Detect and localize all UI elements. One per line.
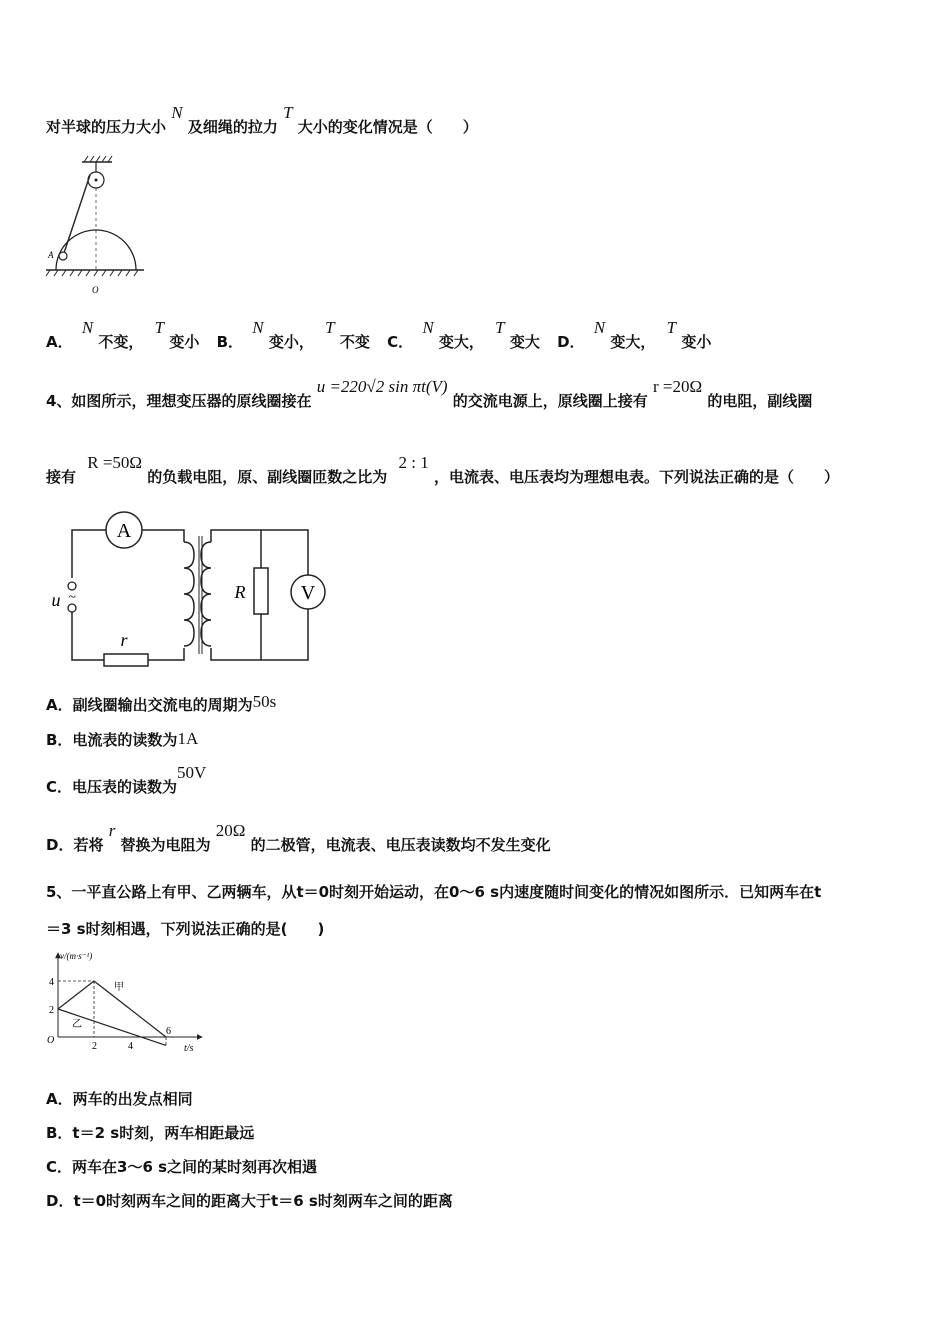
wire-top-right xyxy=(142,530,184,542)
q4-option-b xyxy=(46,729,198,750)
label-yi: 乙 xyxy=(72,1019,82,1030)
q4-option-c xyxy=(46,763,207,797)
q4-stem-text-d: 接有 xyxy=(46,468,77,486)
q3-stem-text-c: 大小的变化情况是（ ） xyxy=(297,118,478,136)
pulley-axle xyxy=(95,179,98,182)
y-tick-2: 2 xyxy=(49,1005,54,1016)
x-tick-4: 4 xyxy=(128,1041,133,1052)
symbol-T: T xyxy=(495,318,505,337)
resistor-R-label: R xyxy=(234,582,246,602)
ammeter-label: A xyxy=(116,520,132,542)
option-d-part1: 变大， xyxy=(610,333,656,351)
q4-option-b-text: B．电流表的读数为 xyxy=(46,731,178,749)
symbol-N: N xyxy=(252,318,264,337)
q5-stem-line2: ＝3 s时刻相遇，下列说法正确的是( ) xyxy=(46,920,325,938)
q4-option-c-value: 50V xyxy=(177,763,207,782)
ac-symbol: ~ xyxy=(68,590,76,605)
q4-stem-text-c: 的电阻，副线圈 xyxy=(707,392,813,410)
option-b-part1: 变小， xyxy=(268,333,314,351)
formula-source-voltage: u =220√2 sin πt(V) xyxy=(316,377,448,396)
q4-stem-line2 xyxy=(46,453,840,487)
q4-stem-line1 xyxy=(46,377,813,411)
q4-option-d xyxy=(46,821,551,855)
option-a-label: A． xyxy=(46,333,73,351)
q5-stem-line1: 5、一平直公路上有甲、乙两辆车，从t＝0时刻开始运动，在0～6 s内速度随时间变化的情况如图所示．已知两车在t xyxy=(46,883,822,901)
origin-label: O xyxy=(47,1035,55,1046)
wire-secondary-bottom xyxy=(211,609,308,660)
option-c-label: C． xyxy=(387,333,414,351)
q5-option-d: D．t＝0时刻两车之间的距离大于t＝6 s时刻两车之间的距离 xyxy=(46,1192,453,1210)
label-jia: 甲 xyxy=(114,982,124,993)
x-tick-2: 2 xyxy=(92,1041,97,1052)
option-a-part2: 变小 xyxy=(169,333,200,351)
option-c-part2: 变大 xyxy=(509,333,540,351)
wire-left-top xyxy=(72,530,106,578)
symbol-T: T xyxy=(666,318,677,337)
option-a-part1: 不变， xyxy=(98,333,144,351)
label-A: A xyxy=(48,250,54,260)
symbol-N: N xyxy=(593,318,606,337)
option-b-part2: 不变 xyxy=(339,333,370,351)
symbol-N: N xyxy=(422,318,434,337)
small-ball-A xyxy=(59,252,67,260)
q3-stem-text-a: 对半球的压力大小 xyxy=(46,118,167,136)
q4-option-b-value: 1A xyxy=(177,729,199,748)
q4-option-d-symbol: r xyxy=(108,821,116,840)
q3-stem xyxy=(46,103,478,137)
wire-left-bottom xyxy=(72,610,104,660)
symbol-T: T xyxy=(154,318,165,337)
primary-coil xyxy=(184,542,194,646)
option-b-label: B． xyxy=(216,333,244,351)
ground-hatch xyxy=(46,270,138,276)
q5-option-a: A．两车的出发点相同 xyxy=(46,1090,193,1108)
q4-option-a-text: A．副线圈输出交流电的周期为 xyxy=(46,696,253,714)
symbol-N: N xyxy=(81,318,94,337)
option-c-part1: 变大， xyxy=(438,333,484,351)
q4-option-a-value: 50s xyxy=(252,692,277,711)
q4-stem-text-b: 的交流电源上，原线圈上接有 xyxy=(452,392,648,410)
q3-options xyxy=(46,318,712,352)
q4-stem-text-f: ，电流表、电压表均为理想电表。下列说法正确的是（ ） xyxy=(434,468,840,486)
q4-option-d-text1: D．若将 xyxy=(46,836,104,854)
x-tick-6: 6 xyxy=(166,1026,171,1037)
y-tick-4: 4 xyxy=(49,977,54,988)
symbol-N: N xyxy=(171,103,183,122)
q3-stem-text-b: 及细绳的拉力 xyxy=(187,118,278,136)
wire-bottom-right xyxy=(148,648,184,660)
terminal-top xyxy=(68,582,76,590)
q4-option-d-text3: 的二极管，电流表、电压表读数均不发生变化 xyxy=(250,836,551,854)
resistor-R xyxy=(254,568,268,614)
q3-hemisphere-figure xyxy=(40,150,150,300)
x-axis-label: t/s xyxy=(184,1043,194,1054)
q5-option-b: B．t＝2 s时刻，两车相距最远 xyxy=(46,1124,255,1142)
q4-stem-text-a: 4、如图所示，理想变压器的原线圈接在 xyxy=(46,392,312,410)
source-label: u xyxy=(51,590,61,610)
q4-transformer-circuit xyxy=(44,508,344,668)
symbol-T: T xyxy=(325,318,335,337)
terminal-bottom xyxy=(68,604,76,612)
option-d-label: D． xyxy=(557,333,585,351)
jia-line-rising xyxy=(58,981,94,1009)
turns-ratio: 2 : 1 xyxy=(398,453,429,472)
resistor-r xyxy=(104,654,148,666)
symbol-T: T xyxy=(283,103,293,122)
q4-option-d-text2: 替换为电阻为 xyxy=(120,836,211,854)
y-axis-label: v/(m·s⁻¹) xyxy=(60,951,93,961)
q4-option-a xyxy=(46,694,276,715)
formula-r: r =20Ω xyxy=(653,377,703,396)
q5-vt-graph xyxy=(44,945,214,1057)
q5-option-c: C．两车在3～6 s之间的某时刻再次相遇 xyxy=(46,1158,318,1176)
resistor-r-label: r xyxy=(120,630,128,650)
label-O: O xyxy=(92,285,99,295)
q4-stem-text-e: 的负载电阻，原、副线圈匝数之比为 xyxy=(147,468,388,486)
ceiling-hatch xyxy=(84,156,112,162)
q4-option-c-text: C．电压表的读数为 xyxy=(46,778,178,796)
q4-option-d-value: 20Ω xyxy=(215,821,246,840)
formula-R: R =50Ω xyxy=(87,453,143,472)
option-d-part2: 变小 xyxy=(681,333,712,351)
jia-line-falling xyxy=(94,981,166,1037)
voltmeter-label: V xyxy=(300,582,316,604)
